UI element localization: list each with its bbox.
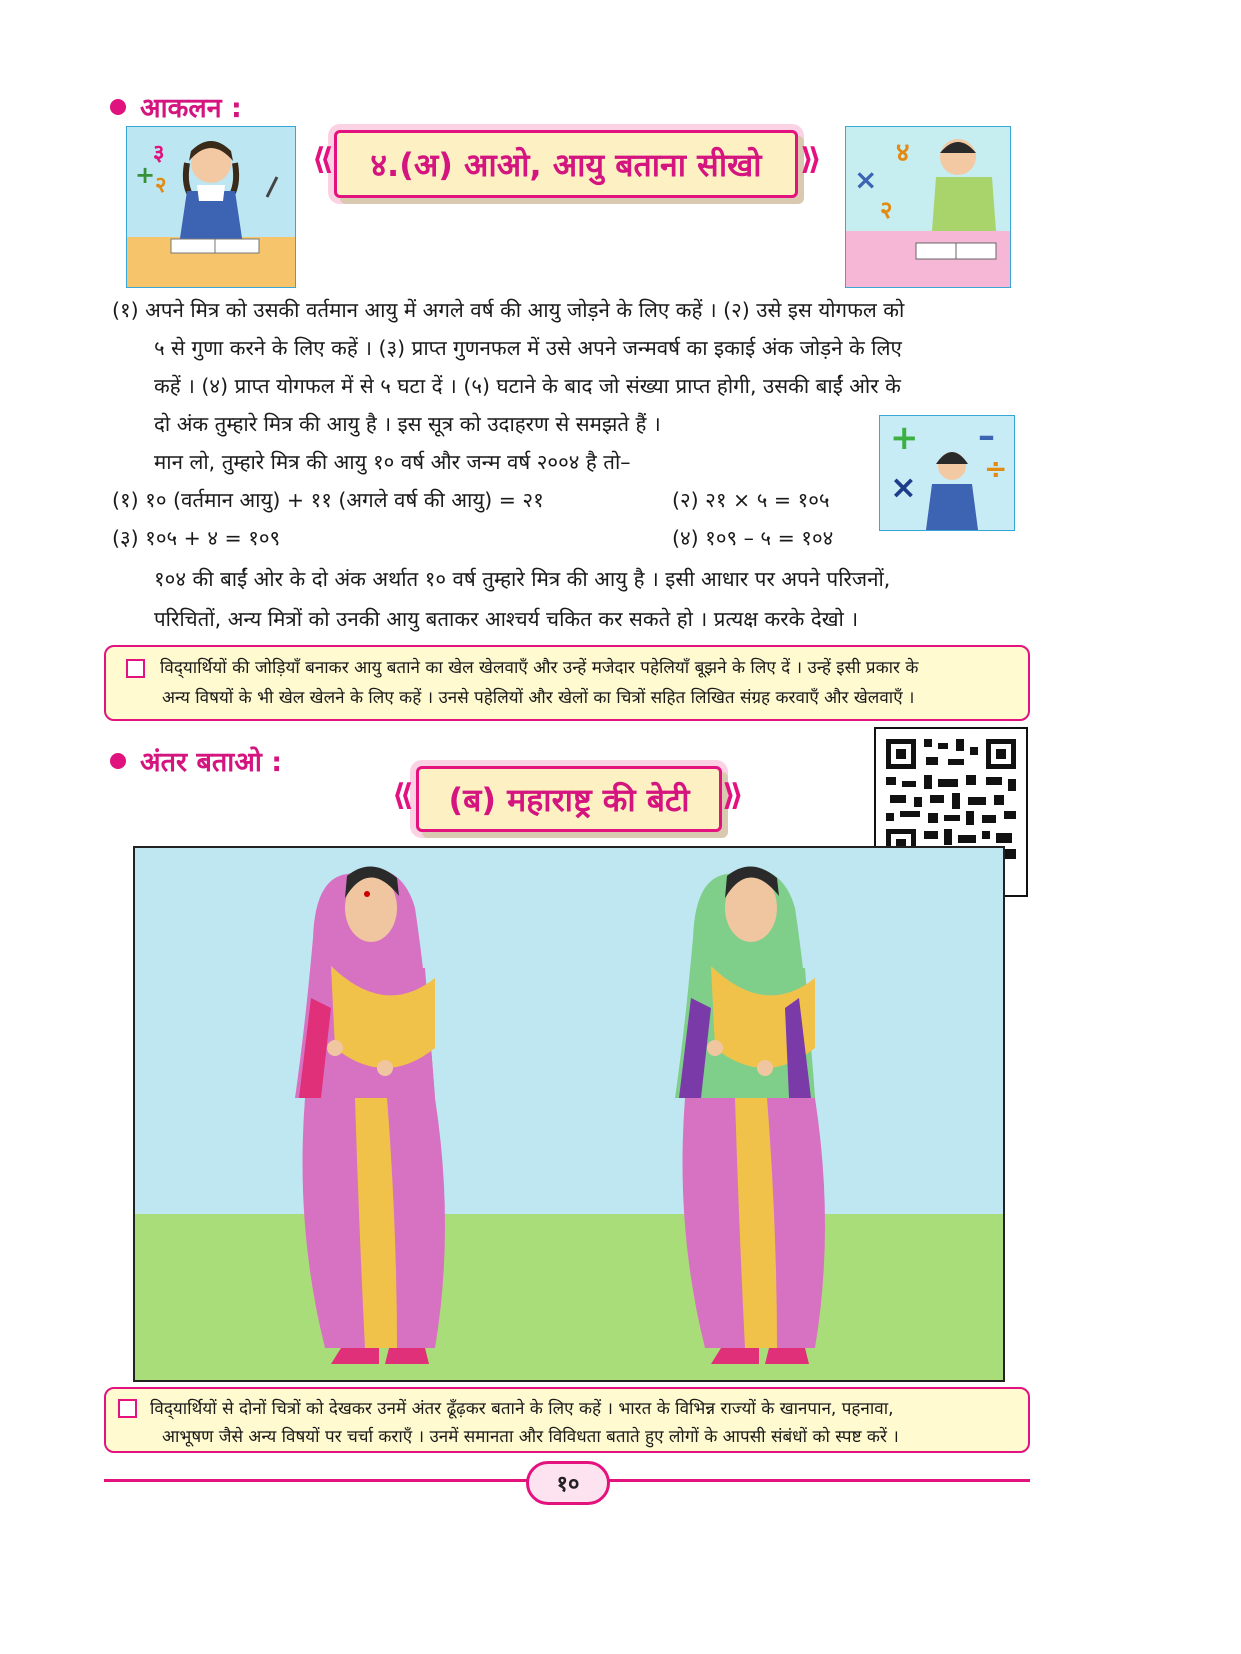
section-heading-text: अंतर बताओ : [140, 747, 283, 778]
digit-two-icon: २ [880, 196, 893, 224]
lesson-title-banner [416, 766, 722, 832]
bullet-icon [110, 753, 126, 769]
banner-right-ornament-icon: ⟫ [800, 142, 822, 177]
digit-three-icon: ३ [153, 141, 165, 166]
example-step-3: (३) १०५ + ४ = १०९ [112, 526, 281, 550]
lesson-title: ४.(अ) आओ, आयु बताना सीखो [370, 145, 762, 184]
banner-left-ornament-icon: ⟪ [312, 142, 334, 177]
multiply-icon: × [890, 468, 917, 506]
digit-two-icon: २ [155, 173, 167, 198]
bullet-icon [110, 99, 126, 115]
example-step-2: (२) २१ × ५ = १०५ [672, 488, 830, 512]
minus-icon: – [978, 416, 995, 456]
example-step-1: (१) १० (वर्तमान आयु) + ११ (अगले वर्ष की आयु) = २१ [112, 488, 544, 512]
paragraph-line: कहें । (४) प्राप्त योगफल में से ५ घटा दें । (५) घटाने के बाद जो संख्या प्राप्त होगी, उसकी बाईं ओर के [154, 374, 901, 398]
page-number-text: १० [556, 1472, 580, 1497]
teacher-note-line: विद्‌यार्थियों से दोनों चित्रों को देखकर उनमें अंतर ढूँढ़कर बताने के लिए कहें । भारत के विभिन्न राज्यों के खानपान, पहनावा, [150, 1399, 894, 1419]
math-symbols-illustration [879, 415, 1015, 531]
checkbox-square-icon [126, 659, 145, 678]
teacher-note-line: अन्य विषयों के भी खेल खेलने के लिए कहें । उनसे पहेलियों और खेलों का चित्रों सहित लिखित संग्रह करवाएँ और खेलवाएँ । [162, 688, 915, 708]
paragraph-line: दो अंक तुम्हारे मित्र की आयु है । इस सूत्र को उदाहरण से समझते हैं । [154, 412, 661, 436]
lesson-title: (ब) महाराष्ट्र की बेटी [448, 780, 690, 819]
plus-symbol-icon: + [135, 161, 156, 189]
banner-left-ornament-icon: ⟪ [392, 778, 414, 813]
paragraph-line: ५ से गुणा करने के लिए कहें । (३) प्राप्त गुणनफल में उसे अपने जन्मवर्ष का इकाई अंक जोड़ने के लिए [154, 336, 902, 360]
section-heading-antar [110, 742, 282, 779]
teacher-note-line: विद्‌यार्थियों की जोड़ियाँ बनाकर आयु बताने का खेल खेलवाएँ और उन्हें मजेदार पहेलियाँ बूझने के लिए दें । उन्हें इसी प्रकार के [160, 658, 919, 678]
teacher-note-line: आभूषण जैसे अन्य विषयों पर चर्चा कराएँ । उनमें समानता और विविधता बताते हुए लोगों के आपसी संबंधों को स्पष्ट करें । [162, 1427, 899, 1447]
paragraph-line: मान लो, तुम्हारे मित्र की आयु १० वर्ष और जन्म वर्ष २००४ है तो– [154, 450, 631, 474]
teacher-note-box [104, 1387, 1030, 1453]
conclusion-line: परिचितों, अन्य मित्रों को उनकी आयु बताकर आश्चर्य चकित कर सकते हो । प्रत्यक्ष करके देखो । [154, 607, 859, 631]
lesson-title-banner [334, 130, 798, 198]
divide-icon: ÷ [984, 452, 1008, 485]
boy-writing-illustration [845, 126, 1011, 288]
plus-icon: + [890, 418, 919, 458]
banner-right-ornament-icon: ⟫ [722, 778, 744, 813]
digit-four-icon: ४ [896, 138, 910, 168]
conclusion-line: १०४ की बाईं ओर के दो अंक अर्थात १० वर्ष तुम्हारे मित्र की आयु है । इसी आधार पर अपने परिजनों, [154, 567, 891, 591]
multiply-symbol-icon: × [854, 163, 878, 196]
girl-writing-illustration [126, 126, 296, 288]
teacher-note-box [104, 645, 1030, 721]
checkbox-square-icon [118, 1399, 137, 1418]
spot-the-difference-illustration [133, 846, 1005, 1382]
section-heading-aaklan [110, 88, 242, 125]
section-heading-text: आकलन : [140, 93, 242, 124]
example-step-4: (४) १०९ – ५ = १०४ [672, 526, 834, 550]
paragraph-line: (१) अपने मित्र को उसकी वर्तमान आयु में अगले वर्ष की आयु जोड़ने के लिए कहें । (२) उसे इस योगफल को [112, 298, 905, 322]
page-number [526, 1461, 610, 1505]
